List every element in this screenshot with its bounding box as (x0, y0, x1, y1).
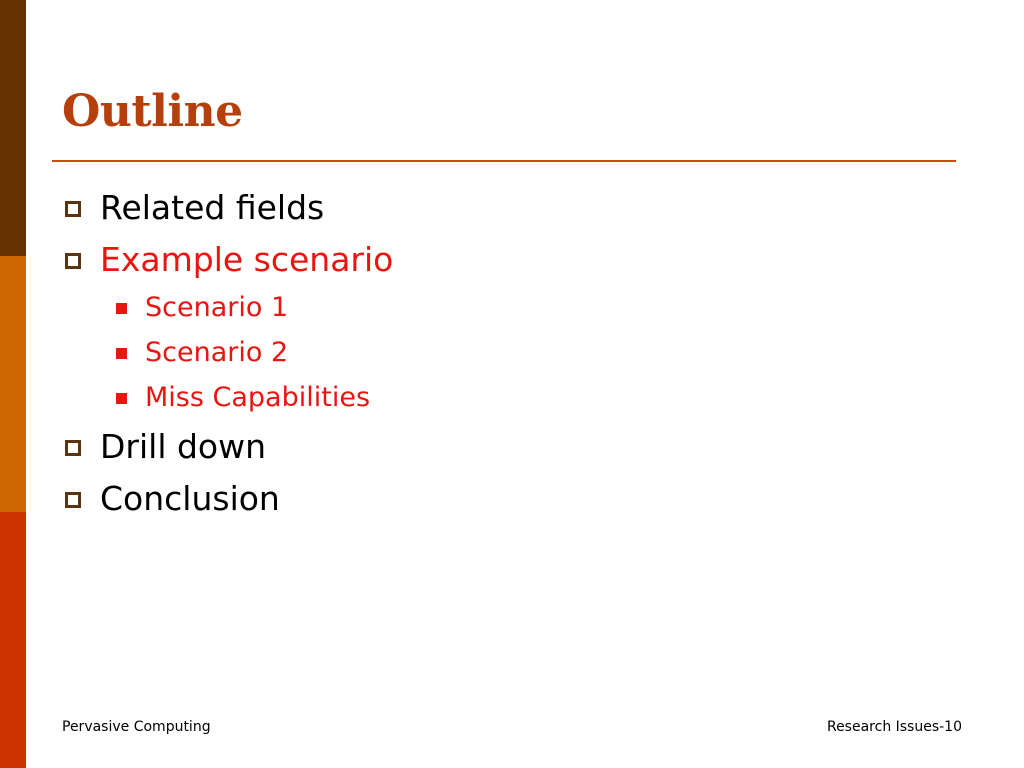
hollow-square-bullet-icon (65, 492, 81, 508)
outline-item-related-fields (62, 184, 393, 232)
side-bar-middle (0, 256, 26, 512)
outline-subitem-scenario-1 (62, 288, 393, 328)
outline-item-label: Drill down (100, 427, 267, 466)
title-divider (52, 160, 956, 162)
outline-subitem-miss-capabilities (62, 378, 393, 418)
filled-square-bullet-icon (116, 303, 127, 314)
side-bar-top (0, 0, 26, 256)
outline-list (62, 184, 393, 527)
hollow-square-bullet-icon (65, 440, 81, 456)
hollow-square-bullet-icon (65, 253, 81, 269)
outline-subitem-scenario-2 (62, 333, 393, 373)
outline-subitem-label: Miss Capabilities (145, 382, 371, 413)
side-bar-bottom (0, 512, 26, 768)
outline-subitem-label: Scenario 2 (145, 337, 289, 368)
footer-left: Pervasive Computing (62, 719, 211, 735)
outline-item-label: Example scenario (100, 240, 394, 279)
slide-title: Outline (62, 86, 243, 137)
filled-square-bullet-icon (116, 348, 127, 359)
outline-subitem-label: Scenario 1 (145, 292, 289, 323)
footer-right: Research Issues-10 (826, 719, 962, 735)
outline-item-label: Conclusion (100, 479, 280, 518)
hollow-square-bullet-icon (65, 201, 81, 217)
outline-item-label: Related fields (100, 188, 325, 227)
filled-square-bullet-icon (116, 393, 127, 404)
outline-item-conclusion (62, 475, 393, 523)
outline-item-example-scenario (62, 236, 393, 284)
outline-item-drill-down (62, 423, 393, 471)
